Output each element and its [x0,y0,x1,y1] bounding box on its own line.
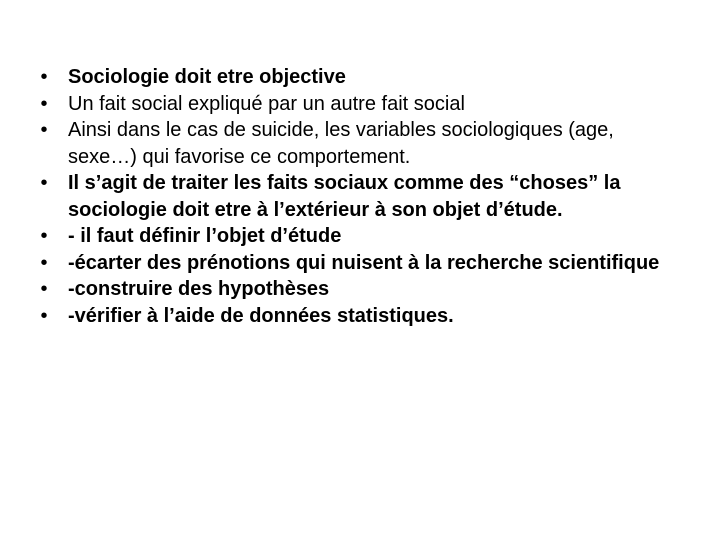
bullet-item [34,91,684,118]
bullet-icon: • [40,66,48,88]
bullet-text: Il s’agit de traiter les faits sociaux comme des “choses” la sociologie doit etre à l’extérieur à son objet d’étude. [68,172,621,221]
bullet-text: Un fait social expliqué par un autre fait social [68,92,465,115]
bullet-list [34,64,684,329]
bullet-text: -vérifier à l’aide de données statistiques. [68,304,454,327]
bullet-icon: • [40,225,48,247]
bullet-item [34,276,684,303]
bullet-text: -écarter des prénotions qui nuisent à la recherche scientifique [68,251,660,274]
bullet-text: Sociologie doit etre objective [68,66,346,88]
bullet-item [34,250,684,277]
bullet-text: Ainsi dans le cas de suicide, les variables sociologiques (age, sexe…) qui favorise ce comportement. [68,119,614,168]
bullet-icon: • [40,304,48,327]
bullet-text: -construire des hypothèses [68,278,330,300]
bullet-item [34,170,684,223]
bullet-icon: • [40,119,48,141]
bullet-item [34,303,684,330]
bullet-item [34,223,684,250]
bullet-item [34,64,684,91]
bullet-icon: • [40,278,48,300]
bullet-icon: • [40,172,48,194]
bullet-icon: • [40,92,48,115]
bullet-text: - il faut définir l’objet d’étude [68,225,342,247]
bullet-icon: • [40,251,48,274]
bullet-item [34,117,684,170]
